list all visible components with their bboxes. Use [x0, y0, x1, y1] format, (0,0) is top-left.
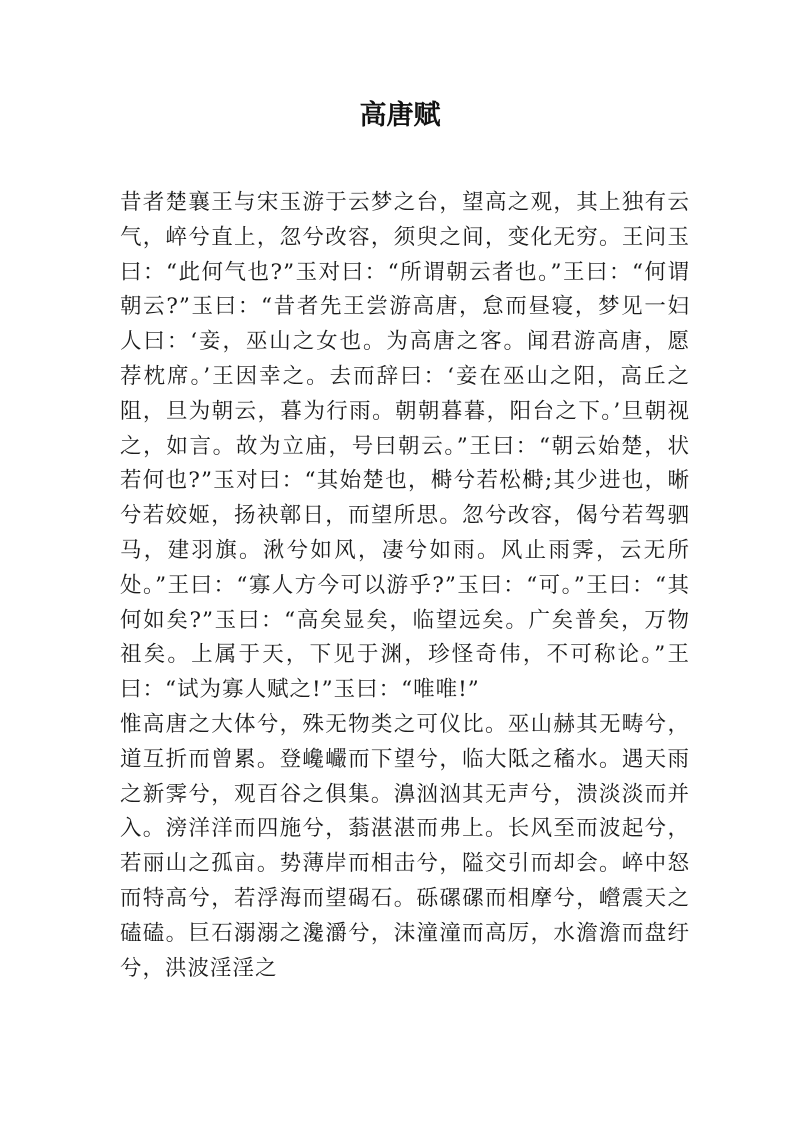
paragraph-1: 昔者楚襄王与宋玉游于云梦之台，望高之观，其上独有云气，崪兮直上，忽兮改容，须臾之间，变化无穷。王问玉曰：“此何气也?”玉对曰：“所谓朝云者也。”王曰：“何谓朝云?”玉曰：“昔者先王尝游高唐，怠而昼寝，梦见一妇人曰：‘妾，巫山之女也。为高唐之客。闻君游高唐，愿荐枕席。’王因幸之。去而辞曰：‘妾在巫山之阳，高丘之阻，旦为朝云，暮为行雨。朝朝暮暮，阳台之下。’旦朝视之，如言。故为立庙，号曰朝云。”王曰：“朝云始楚，状若何也?”玉对曰：“其始楚也，榯兮若松榯;其少进也，晰兮若姣姬，扬袂鄣日，而望所思。忽兮改容，偈兮若驾驷马，建羽旗。湫兮如风，凄兮如雨。风止雨霁，云无所处。”王曰：“寡人方今可以游乎?”玉曰：“可。”王曰：“其何如矣?”玉曰：“高矣显矣，临望远矣。广矣普矣，万物祖矣。上属于天，下见于渊，珍怪奇伟，不可称论。”王曰：“试为寡人赋之!”玉曰：“唯唯!” [120, 190, 690, 703]
document-body [120, 186, 690, 986]
paragraph-2: 惟高唐之大体兮，殊无物类之可仪比。巫山赫其无畴兮，道互折而曾累。登巉巗而下望兮，临大阺之稸水。遇天雨之新霁兮，观百谷之俱集。濞汹汹其无声兮，溃淡淡而并入。滂洋洋而四施兮，蓊湛湛而弗上。长风至而波起兮，若丽山之孤亩。势薄岸而相击兮，隘交引而却会。崪中怒而特高兮，若浮海而望碣石。砾磥磥而相摩兮，巆震天之磕磕。巨石溺溺之瀺灂兮，沫潼潼而高厉，水澹澹而盘纡兮，洪波淫淫之 [120, 711, 690, 981]
document-title: 高唐赋 [359, 100, 441, 131]
